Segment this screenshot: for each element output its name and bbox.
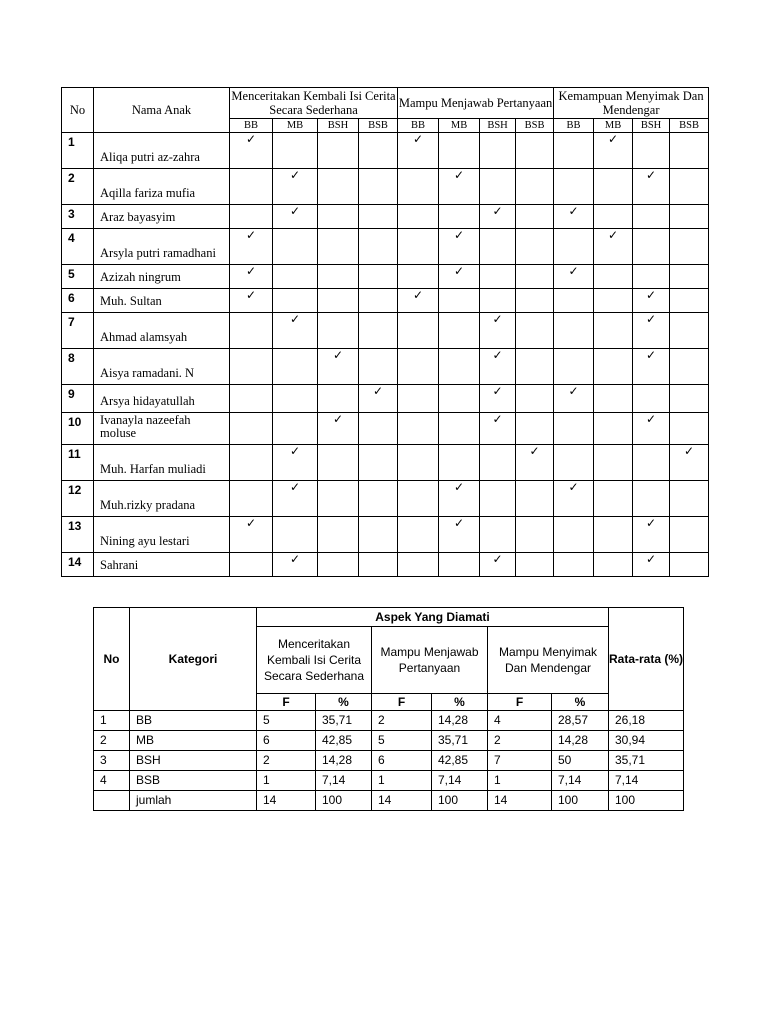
frequency-value: 5 (372, 731, 432, 751)
empty-cell (554, 349, 594, 385)
empty-cell (359, 413, 398, 445)
percent-value: 100 (432, 791, 488, 811)
empty-cell (633, 133, 670, 169)
table-row (62, 313, 709, 349)
student-name: Aisya ramadani. N (94, 349, 230, 385)
student-name: Azizah ningrum (94, 265, 230, 289)
checkmark-icon: ✓ (633, 349, 670, 385)
checkmark-icon: ✓ (230, 517, 273, 553)
percent-header: % (316, 694, 372, 711)
checkmark-icon: ✓ (273, 553, 318, 577)
empty-cell (516, 517, 554, 553)
empty-cell (439, 313, 480, 349)
empty-cell (273, 289, 318, 313)
percent-value: 42,85 (432, 751, 488, 771)
student-name: Sahrani (94, 553, 230, 577)
student-name: Ahmad alamsyah (94, 313, 230, 349)
table-row (62, 445, 709, 481)
empty-cell (359, 517, 398, 553)
empty-cell (398, 445, 439, 481)
percent-value: 7,14 (316, 771, 372, 791)
level-header: BSB (670, 119, 709, 133)
empty-cell (318, 229, 359, 265)
student-name: Ivanayla nazeefah moluse (94, 413, 230, 445)
category-label: BSH (130, 751, 257, 771)
summary-row (94, 711, 684, 731)
empty-cell (318, 385, 359, 413)
checkmark-icon: ✓ (273, 205, 318, 229)
checkmark-icon: ✓ (439, 481, 480, 517)
empty-cell (439, 289, 480, 313)
empty-cell (359, 133, 398, 169)
student-name: Araz bayasyim (94, 205, 230, 229)
empty-cell (230, 169, 273, 205)
row-number: 3 (62, 205, 94, 229)
empty-cell (398, 229, 439, 265)
empty-cell (554, 517, 594, 553)
checkmark-icon: ✓ (480, 413, 516, 445)
average-value: 26,18 (609, 711, 684, 731)
percent-value: 14,28 (432, 711, 488, 731)
checkmark-icon: ✓ (633, 313, 670, 349)
summary-header-group-1: Menceritakan Kembali Isi Cerita Secara Sederhana (257, 627, 372, 694)
summary-header-group-3: Mampu Menyimak Dan Mendengar (488, 627, 609, 694)
empty-cell (594, 481, 633, 517)
frequency-value: 6 (257, 731, 316, 751)
empty-cell (359, 445, 398, 481)
row-number: 6 (62, 289, 94, 313)
table-row (62, 229, 709, 265)
frequency-header: F (257, 694, 316, 711)
checkmark-icon: ✓ (230, 229, 273, 265)
empty-cell (398, 413, 439, 445)
checkmark-icon: ✓ (480, 385, 516, 413)
empty-cell (594, 205, 633, 229)
empty-cell (633, 445, 670, 481)
empty-cell (439, 133, 480, 169)
empty-cell (594, 289, 633, 313)
table-row (62, 289, 709, 313)
checkmark-icon: ✓ (480, 313, 516, 349)
frequency-value: 14 (372, 791, 432, 811)
empty-cell (273, 349, 318, 385)
empty-cell (480, 169, 516, 205)
empty-cell (670, 481, 709, 517)
student-name: Aqilla fariza mufia (94, 169, 230, 205)
table-row (62, 133, 709, 169)
empty-cell (594, 517, 633, 553)
row-number: 11 (62, 445, 94, 481)
percent-value: 14,28 (552, 731, 609, 751)
table-row (62, 385, 709, 413)
student-name: Muh.rizky pradana (94, 481, 230, 517)
empty-cell (439, 445, 480, 481)
checkmark-icon: ✓ (273, 169, 318, 205)
empty-cell (318, 313, 359, 349)
summary-header-kategori: Kategori (130, 608, 257, 711)
empty-cell (398, 349, 439, 385)
empty-cell (480, 481, 516, 517)
row-number: 12 (62, 481, 94, 517)
empty-cell (480, 229, 516, 265)
student-name: Arsyla putri ramadhani (94, 229, 230, 265)
empty-cell (594, 313, 633, 349)
header-group-1: Menceritakan Kembali Isi Cerita Secara Sederhana (231, 89, 396, 117)
empty-cell (554, 289, 594, 313)
row-number: 4 (62, 229, 94, 265)
empty-cell (516, 385, 554, 413)
empty-cell (273, 517, 318, 553)
empty-cell (480, 289, 516, 313)
level-header: BSH (480, 119, 516, 133)
frequency-value: 2 (372, 711, 432, 731)
empty-cell (318, 133, 359, 169)
empty-cell (516, 481, 554, 517)
empty-cell (594, 349, 633, 385)
row-number: 2 (62, 169, 94, 205)
empty-cell (670, 553, 709, 577)
empty-cell (230, 413, 273, 445)
table-row (62, 349, 709, 385)
empty-cell (230, 313, 273, 349)
empty-cell (398, 205, 439, 229)
summary-row (94, 751, 684, 771)
average-value: 7,14 (609, 771, 684, 791)
row-number: 1 (94, 711, 130, 731)
empty-cell (480, 445, 516, 481)
average-value: 30,94 (609, 731, 684, 751)
empty-cell (318, 481, 359, 517)
empty-cell (554, 553, 594, 577)
row-number: 9 (62, 385, 94, 413)
level-header: MB (273, 119, 318, 133)
summary-header-avg: Rata-rata (%) (609, 608, 684, 711)
row-number: 13 (62, 517, 94, 553)
summary-header-group-2: Mampu Menjawab Pertanyaan (372, 627, 488, 694)
empty-cell (594, 445, 633, 481)
percent-value: 100 (552, 791, 609, 811)
empty-cell (670, 385, 709, 413)
student-name: Muh. Harfan muliadi (94, 445, 230, 481)
checkmark-icon: ✓ (516, 445, 554, 481)
empty-cell (516, 133, 554, 169)
empty-cell (230, 385, 273, 413)
checkmark-icon: ✓ (594, 229, 633, 265)
percent-value: 14,28 (316, 751, 372, 771)
header-group-3: Kemampuan Menyimak Dan Mendengar (554, 88, 709, 119)
empty-cell (554, 133, 594, 169)
empty-cell (359, 289, 398, 313)
empty-cell (594, 413, 633, 445)
empty-cell (230, 481, 273, 517)
empty-cell (633, 481, 670, 517)
checkmark-icon: ✓ (273, 481, 318, 517)
checkmark-icon: ✓ (273, 313, 318, 349)
empty-cell (230, 205, 273, 229)
empty-cell (554, 445, 594, 481)
checkmark-icon: ✓ (633, 517, 670, 553)
empty-cell (670, 413, 709, 445)
empty-cell (398, 265, 439, 289)
empty-cell (398, 481, 439, 517)
empty-cell (594, 265, 633, 289)
empty-cell (670, 313, 709, 349)
empty-cell (230, 445, 273, 481)
empty-cell (554, 229, 594, 265)
empty-cell (670, 169, 709, 205)
checkmark-icon: ✓ (554, 385, 594, 413)
empty-cell (359, 205, 398, 229)
header-name: Nama Anak (94, 88, 230, 133)
frequency-header: F (488, 694, 552, 711)
percent-value: 42,85 (316, 731, 372, 751)
percent-header: % (432, 694, 488, 711)
empty-cell (359, 313, 398, 349)
row-number (94, 791, 130, 811)
table-row (62, 169, 709, 205)
empty-cell (230, 553, 273, 577)
empty-cell (516, 553, 554, 577)
empty-cell (273, 133, 318, 169)
header-group-2: Mampu Menjawab Pertanyaan (398, 88, 554, 119)
frequency-value: 1 (488, 771, 552, 791)
empty-cell (633, 385, 670, 413)
checkmark-icon: ✓ (480, 349, 516, 385)
empty-cell (230, 349, 273, 385)
checkmark-icon: ✓ (439, 169, 480, 205)
empty-cell (516, 265, 554, 289)
empty-cell (670, 349, 709, 385)
checkmark-icon: ✓ (480, 553, 516, 577)
summary-table (93, 607, 684, 811)
frequency-value: 1 (372, 771, 432, 791)
empty-cell (318, 265, 359, 289)
table-row (62, 265, 709, 289)
category-label: MB (130, 731, 257, 751)
level-header: BSB (516, 119, 554, 133)
empty-cell (398, 517, 439, 553)
row-number: 10 (62, 413, 94, 445)
empty-cell (670, 229, 709, 265)
empty-cell (670, 205, 709, 229)
table-row (62, 481, 709, 517)
checkmark-icon: ✓ (670, 445, 709, 481)
checkmark-icon: ✓ (554, 481, 594, 517)
empty-cell (670, 265, 709, 289)
summary-row (94, 731, 684, 751)
empty-cell (359, 169, 398, 205)
checkmark-icon: ✓ (554, 265, 594, 289)
level-header: MB (594, 119, 633, 133)
percent-value: 7,14 (432, 771, 488, 791)
frequency-value: 5 (257, 711, 316, 731)
empty-cell (439, 385, 480, 413)
student-name: Aliqa putri az-zahra (94, 133, 230, 169)
average-value: 100 (609, 791, 684, 811)
table-row (62, 205, 709, 229)
checkmark-icon: ✓ (318, 349, 359, 385)
row-number: 5 (62, 265, 94, 289)
empty-cell (318, 169, 359, 205)
empty-cell (318, 289, 359, 313)
checkmark-icon: ✓ (230, 133, 273, 169)
empty-cell (439, 553, 480, 577)
frequency-value: 7 (488, 751, 552, 771)
frequency-value: 1 (257, 771, 316, 791)
category-label: jumlah (130, 791, 257, 811)
checkmark-icon: ✓ (633, 413, 670, 445)
percent-value: 7,14 (552, 771, 609, 791)
student-name: Arsya hidayatullah (94, 385, 230, 413)
empty-cell (398, 313, 439, 349)
empty-cell (480, 517, 516, 553)
empty-cell (516, 413, 554, 445)
row-number: 8 (62, 349, 94, 385)
row-number: 14 (62, 553, 94, 577)
assessment-table (61, 87, 709, 577)
header-no: No (62, 88, 94, 133)
row-number: 3 (94, 751, 130, 771)
row-number: 4 (94, 771, 130, 791)
average-value: 35,71 (609, 751, 684, 771)
percent-value: 35,71 (316, 711, 372, 731)
level-header: MB (439, 119, 480, 133)
percent-value: 35,71 (432, 731, 488, 751)
summary-row (94, 771, 684, 791)
empty-cell (594, 385, 633, 413)
empty-cell (359, 481, 398, 517)
empty-cell (480, 133, 516, 169)
checkmark-icon: ✓ (633, 289, 670, 313)
frequency-value: 4 (488, 711, 552, 731)
empty-cell (318, 205, 359, 229)
empty-cell (398, 553, 439, 577)
level-header: BB (554, 119, 594, 133)
row-number: 7 (62, 313, 94, 349)
empty-cell (439, 349, 480, 385)
table-row (62, 413, 709, 445)
frequency-value: 2 (488, 731, 552, 751)
level-header: BB (398, 119, 439, 133)
frequency-value: 2 (257, 751, 316, 771)
percent-value: 28,57 (552, 711, 609, 731)
level-header: BSB (359, 119, 398, 133)
checkmark-icon: ✓ (480, 205, 516, 229)
checkmark-icon: ✓ (594, 133, 633, 169)
checkmark-icon: ✓ (318, 413, 359, 445)
empty-cell (670, 289, 709, 313)
empty-cell (670, 133, 709, 169)
summary-row (94, 791, 684, 811)
frequency-value: 14 (488, 791, 552, 811)
empty-cell (594, 169, 633, 205)
checkmark-icon: ✓ (230, 289, 273, 313)
empty-cell (670, 517, 709, 553)
empty-cell (516, 169, 554, 205)
empty-cell (633, 229, 670, 265)
empty-cell (633, 205, 670, 229)
percent-value: 50 (552, 751, 609, 771)
checkmark-icon: ✓ (633, 553, 670, 577)
checkmark-icon: ✓ (633, 169, 670, 205)
table-row (62, 517, 709, 553)
empty-cell (398, 169, 439, 205)
empty-cell (398, 385, 439, 413)
empty-cell (273, 265, 318, 289)
empty-cell (554, 169, 594, 205)
student-name: Muh. Sultan (94, 289, 230, 313)
empty-cell (359, 265, 398, 289)
frequency-value: 6 (372, 751, 432, 771)
percent-value: 100 (316, 791, 372, 811)
checkmark-icon: ✓ (439, 265, 480, 289)
empty-cell (439, 205, 480, 229)
empty-cell (516, 229, 554, 265)
empty-cell (554, 413, 594, 445)
checkmark-icon: ✓ (398, 289, 439, 313)
empty-cell (359, 229, 398, 265)
table-row (62, 553, 709, 577)
empty-cell (318, 445, 359, 481)
summary-header-aspek: Aspek Yang Diamati (257, 608, 609, 627)
empty-cell (633, 265, 670, 289)
empty-cell (273, 413, 318, 445)
checkmark-icon: ✓ (439, 229, 480, 265)
level-header: BSH (633, 119, 670, 133)
row-number: 1 (62, 133, 94, 169)
checkmark-icon: ✓ (273, 445, 318, 481)
empty-cell (516, 313, 554, 349)
empty-cell (516, 205, 554, 229)
empty-cell (318, 553, 359, 577)
category-label: BB (130, 711, 257, 731)
empty-cell (273, 229, 318, 265)
level-header: BB (230, 119, 273, 133)
checkmark-icon: ✓ (554, 205, 594, 229)
empty-cell (359, 349, 398, 385)
empty-cell (318, 517, 359, 553)
frequency-value: 14 (257, 791, 316, 811)
row-number: 2 (94, 731, 130, 751)
student-name: Nining ayu lestari (94, 517, 230, 553)
summary-header-no: No (94, 608, 130, 711)
empty-cell (554, 313, 594, 349)
level-header: BSH (318, 119, 359, 133)
checkmark-icon: ✓ (439, 517, 480, 553)
empty-cell (516, 349, 554, 385)
empty-cell (273, 385, 318, 413)
category-label: BSB (130, 771, 257, 791)
empty-cell (594, 553, 633, 577)
checkmark-icon: ✓ (359, 385, 398, 413)
empty-cell (359, 553, 398, 577)
empty-cell (439, 413, 480, 445)
checkmark-icon: ✓ (230, 265, 273, 289)
checkmark-icon: ✓ (398, 133, 439, 169)
frequency-header: F (372, 694, 432, 711)
empty-cell (480, 265, 516, 289)
percent-header: % (552, 694, 609, 711)
empty-cell (516, 289, 554, 313)
